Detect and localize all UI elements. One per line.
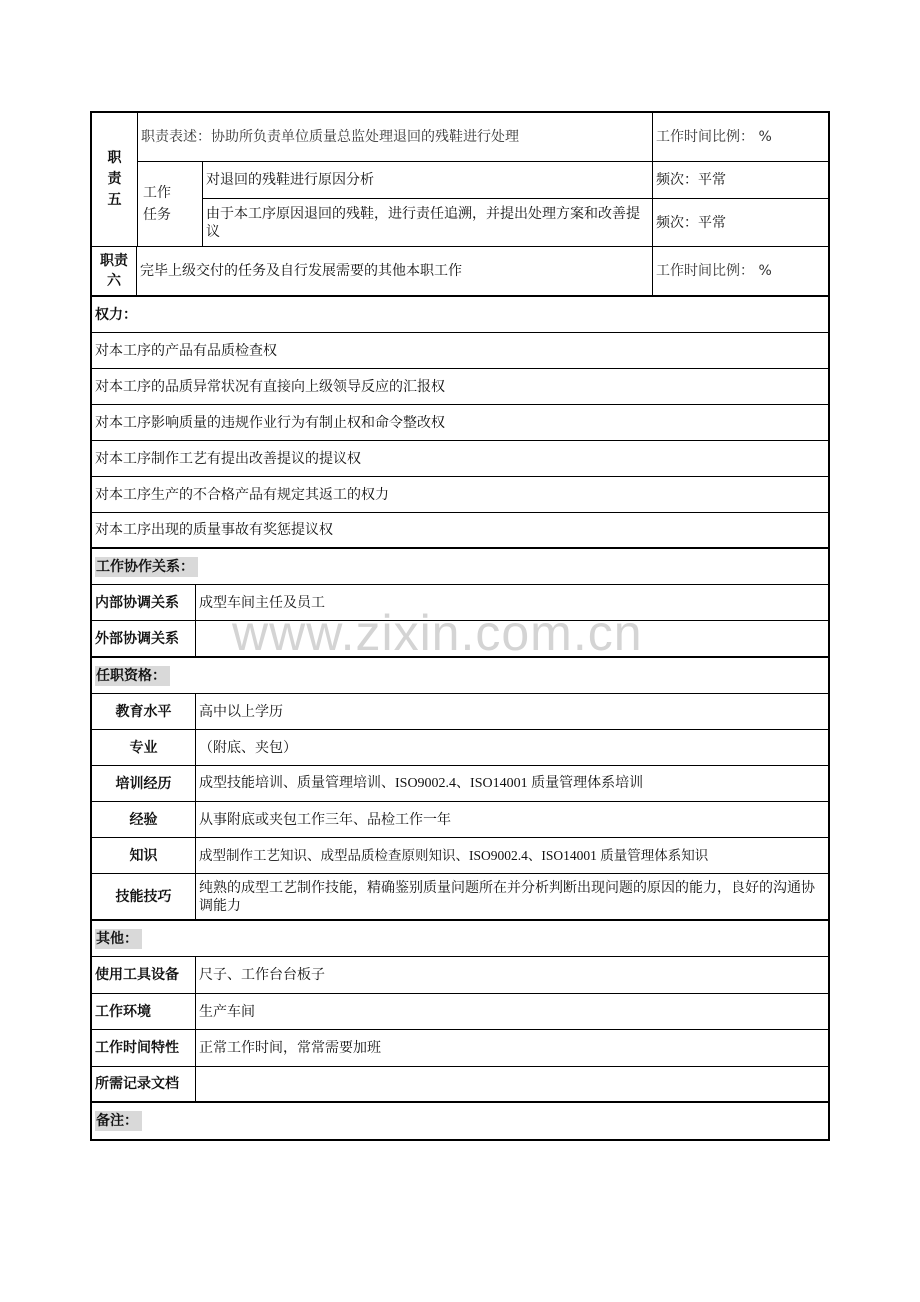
- other-title-cell: [92, 921, 828, 956]
- other-row: [92, 994, 828, 1030]
- task-text: 对退回的残鞋进行原因分析: [203, 162, 653, 198]
- authority-item: [92, 477, 828, 513]
- job-description-table: [90, 111, 830, 1141]
- duty-5-block: [92, 113, 828, 247]
- authority-title: 权力：: [95, 306, 137, 323]
- authority-text: 对本工序生产的不合格产品有规定其返工的权力: [95, 486, 389, 503]
- remarks-title-cell: [92, 1103, 828, 1139]
- qualification-label: 经验: [92, 802, 196, 837]
- qualification-row: [92, 838, 828, 874]
- authority-item: [92, 369, 828, 405]
- other-label: 工作环境: [92, 994, 196, 1029]
- other-value: 正常工作时间，常常需要加班: [199, 1040, 381, 1056]
- qualification-title: 任职资格：: [95, 666, 170, 686]
- duty-5-task-row: [203, 199, 828, 246]
- authority-item: [92, 333, 828, 369]
- other-row: [92, 957, 828, 994]
- qualification-row: [92, 730, 828, 766]
- qualification-label: 专业: [92, 730, 196, 765]
- qualification-label: 知识: [92, 838, 196, 873]
- internal-coordination-row: [92, 585, 828, 621]
- remarks-row: [92, 1103, 828, 1139]
- cooperation-header: [92, 549, 828, 585]
- other-row: [92, 1030, 828, 1067]
- qualification-title-cell: [92, 658, 828, 693]
- qualification-row: [92, 802, 828, 838]
- qualification-value: 纯熟的成型工艺制作技能，精确鉴别质量问题所在并分析判断出现问题的原因的能力，良好的沟通协调能力: [199, 879, 815, 914]
- duty-5-task-label: 工作 任务: [138, 162, 203, 246]
- other-label: 使用工具设备: [92, 957, 196, 993]
- cooperation-title-cell: [92, 549, 828, 584]
- other-title: 其他：: [95, 929, 142, 949]
- other-row: [92, 1067, 828, 1103]
- task-frequency: 频次：平常: [656, 214, 726, 231]
- authority-text: 对本工序出现的质量事故有奖惩提议权: [95, 522, 333, 538]
- duty-5-time-ratio: 工作时间比例： %: [656, 129, 772, 145]
- remarks-title: 备注：: [95, 1111, 142, 1131]
- other-label: 工作时间特性: [92, 1030, 196, 1066]
- duty-5-description-row: [138, 113, 828, 162]
- authority-item: [92, 405, 828, 441]
- duty-6-label: 职责 六: [92, 247, 137, 295]
- qualification-label: 教育水平: [92, 694, 196, 729]
- other-value: [196, 1067, 828, 1101]
- task-text: 由于本工序原因退回的残鞋，进行责任追溯，并提出处理方案和改善提议: [203, 199, 653, 246]
- duty-6-time-ratio: 工作时间比例： %: [656, 263, 772, 279]
- duty-5-task-row: [203, 162, 828, 199]
- other-value: 尺子、工作台台板子: [199, 967, 325, 983]
- qualification-value: （附底、夹包）: [199, 739, 297, 756]
- authority-header: [92, 297, 828, 333]
- authority-text: 对本工序的产品有品质检查权: [95, 342, 277, 359]
- authority-text: 对本工序影响质量的违规作业行为有制止权和命令整改权: [95, 414, 445, 431]
- qualification-header: [92, 658, 828, 694]
- cooperation-title: 工作协作关系：: [95, 557, 198, 577]
- internal-coordination-value: 成型车间主任及员工: [199, 594, 325, 611]
- external-coordination-value: [196, 621, 828, 656]
- qualification-value: 成型技能培训、质量管理培训、ISO9002.4、ISO14001 质量管理体系培训: [199, 775, 644, 791]
- other-label: 所需记录文档: [92, 1067, 196, 1101]
- duty-6-description: 完毕上级交付的任务及自行发展需要的其他本职工作: [137, 247, 653, 295]
- qualification-label: 技能技巧: [92, 874, 196, 919]
- qualification-row: [92, 766, 828, 802]
- duty-5-label: 职 责 五: [92, 113, 138, 246]
- external-coordination-row: [92, 621, 828, 658]
- external-coordination-label: 外部协调关系: [92, 621, 196, 656]
- qualification-value: 成型制作工艺知识、成型品质检查原则知识、ISO9002.4、ISO14001 质量管理体系知识: [199, 847, 709, 863]
- duty-6-row: [92, 247, 828, 297]
- qualification-row: [92, 874, 828, 921]
- qualification-label: 培训经历: [92, 766, 196, 801]
- qualification-row: [92, 694, 828, 730]
- qualification-value: 从事附底或夹包工作三年、品检工作一年: [199, 811, 451, 828]
- other-header: [92, 921, 828, 957]
- task-frequency: 频次：平常: [656, 172, 726, 188]
- authority-item: [92, 513, 828, 549]
- qualification-value: 高中以上学历: [199, 703, 283, 720]
- other-value: 生产车间: [199, 1003, 255, 1020]
- watermark: www.zixin.com.cn: [232, 605, 643, 661]
- authority-item: [92, 441, 828, 477]
- authority-text: 对本工序的品质异常状况有直接向上级领导反应的汇报权: [95, 378, 445, 395]
- internal-coordination-label: 内部协调关系: [92, 585, 196, 620]
- authority-text: 对本工序制作工艺有提出改善提议的提议权: [95, 450, 361, 467]
- duty-5-description: 职责表述：协助所负责单位质量总监处理退回的残鞋进行处理: [138, 113, 653, 161]
